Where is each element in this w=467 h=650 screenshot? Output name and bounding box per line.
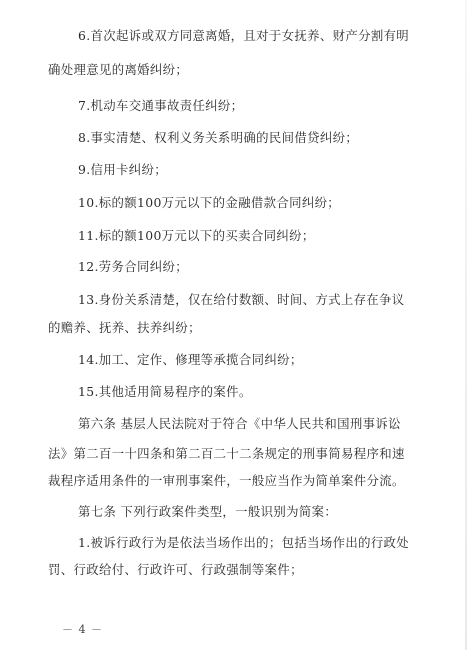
text-line: 确处理意见的离婚纠纷； (48, 62, 189, 77)
text-line: 14.加工、定作、修理等承揽合同纠纷； (78, 352, 303, 367)
page-number: － 4 － (62, 623, 103, 636)
text-line: 13.身份关系清楚，仅在给付数额、时间、方式上存在争议 (78, 292, 405, 307)
text-line: 7.机动车交通事故责任纠纷； (78, 98, 244, 113)
text-line: 8.事实清楚、权利义务关系明确的民间借贷纠纷； (78, 130, 359, 145)
text-line: 的赡养、抚养、扶养纠纷； (48, 320, 201, 335)
text-line: 裁程序适用条件的一审刑事案件，一般应当作为简单案件分流。 (48, 473, 405, 488)
text-line: 1.被诉行政行为是依法当场作出的；包括当场作出的行政处 (78, 535, 410, 550)
text-line: 第六条 基层人民法院对于符合《中华人民共和国刑事诉讼 (78, 416, 401, 431)
text-line: 11.标的额100万元以下的买卖合同纠纷； (78, 228, 315, 243)
text-line: 6.首次起诉或双方同意离婚，且对于女抚养、财产分割有明 (78, 28, 410, 43)
text-line: 15.其他适用简易程序的案件。 (78, 384, 252, 399)
text-line: 第七条 下列行政案件类型，一般识别为简案： (78, 504, 338, 519)
text-line: 罚、行政给付、行政许可、行政强制等案件； (48, 562, 303, 577)
text-line: 10.标的额100万元以下的金融借款合同纠纷； (78, 195, 341, 210)
text-line: 12.劳务合同纠纷； (78, 259, 188, 274)
text-line: 法》第二百一十四条和第二百二十二条规定的刑事简易程序和速 (48, 446, 405, 461)
text-line: 9.信用卡纠纷； (78, 162, 167, 177)
